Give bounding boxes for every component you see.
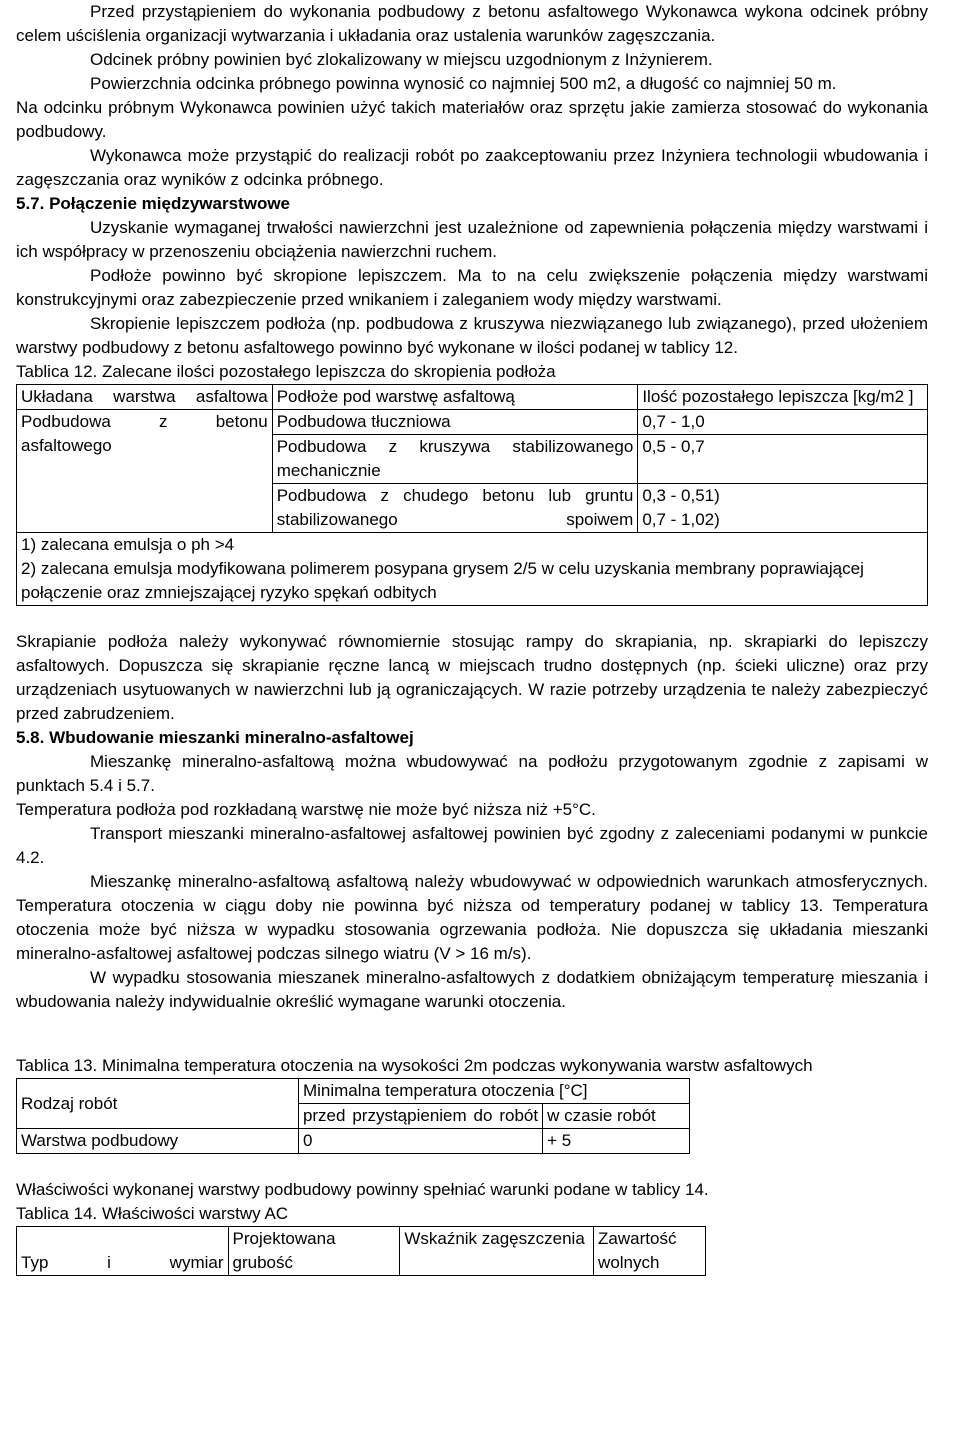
section-heading-5-8: 5.8. Wbudowanie mieszanki mineralno-asfaltowej — [16, 728, 414, 747]
paragraph-trial-location: Odcinek próbny powinien być zlokalizowany w miejscu uzgodnionym z Inżynierem. — [90, 50, 713, 69]
table-header-cell: Minimalna temperatura otoczenia [°C] — [298, 1079, 689, 1104]
table-14 — [16, 1226, 706, 1276]
paragraph-laying-base: Mieszankę mineralno-asfaltową można wbudowywać na podłożu przygotowanym zgodnie z zapisami w punktach 5.4 i 5.7. — [16, 752, 928, 795]
paragraph-table-14-ref: Właściwości wykonanej warstwy podbudowy powinny spełniać warunki podane w tablicy 14. — [16, 1180, 709, 1199]
table-14-caption: Tablica 14. Właściwości warstwy AC — [16, 1204, 289, 1223]
table-header-cell: przed przystąpieniem do robót — [298, 1104, 542, 1129]
paragraph-laying-temperature: Temperatura podłoża pod rozkładaną warstwę nie może być niższa niż +5°C. — [16, 800, 596, 819]
paragraph-bond-spraying: Podłoże powinno być skropione lepiszczem. Ma to na celu zwiększenie połączenia między warstwami konstrukcyjnymi oraz zabezpieczenie przed wnikaniem i zaleganiem wody między warstwami. — [16, 266, 928, 309]
paragraph-bond-durability: Uzyskanie wymaganej trwałości nawierzchni jest uzależnione od zapewnienia połączenia między warstwami i ich współpracy w przenoszeniu obciążenia nawierzchni ruchem. — [16, 218, 928, 261]
table-row-group-label: Podbudowa z betonu asfaltowego — [17, 410, 273, 533]
paragraph-laying-warm-mix: W wypadku stosowania mieszanek mineralno-asfaltowych z dodatkiem obniżającym temperaturę mieszania i wbudowania należy indywidualnie określić wymagane warunki otoczenia. — [16, 968, 928, 1011]
spacer — [16, 1154, 928, 1178]
table-row — [17, 385, 928, 410]
table-note: 2) zalecana emulsja modyfikowana polimerem posypana grysem 2/5 w celu uzyskania membrany poprawiającej połączenie oraz zmniejszającej ryzyko spękań odbitych — [21, 559, 864, 602]
paragraph-trial-section: Przed przystąpieniem do wykonania podbudowy z betonu asfaltowego Wykonawca wykona odcinek próbny celem uściślenia organizacji wytwarzania i układania oraz ustalenia warunków zagęszczania. — [16, 2, 928, 45]
table-cell: 0 — [298, 1129, 542, 1154]
table-cell: + 5 — [543, 1129, 690, 1154]
table-header-cell: w czasie robót — [543, 1104, 690, 1129]
table-header-cell: Ilość pozostałego lepiszcza [kg/m2 ] — [638, 385, 928, 410]
paragraph-trial-area: Powierzchnia odcinka próbnego powinna wynosić co najmniej 500 m2, a długość co najmniej 50 m. — [90, 74, 837, 93]
table-header-cell: Typ i wymiar — [17, 1227, 229, 1276]
table-cell: 0,5 - 0,7 — [638, 435, 928, 484]
table-cell: 0,7 - 1,0 — [638, 410, 928, 435]
document-page — [16, 0, 928, 1276]
table-cell-line: 0,7 - 1,02) — [642, 510, 720, 529]
table-12 — [16, 384, 928, 606]
table-header-cell: Podłoże pod warstwę asfaltową — [272, 385, 638, 410]
section-heading-5-7: 5.7. Połączenie międzywarstwowe — [16, 194, 291, 213]
table-13 — [16, 1078, 690, 1154]
table-row — [17, 1129, 690, 1154]
table-note: 1) zalecana emulsja o ph >4 — [21, 535, 235, 554]
table-row — [17, 1227, 706, 1276]
table-12-caption: Tablica 12. Zalecane ilości pozostałego lepiszcza do skropienia podłoża — [16, 362, 556, 381]
paragraph-trial-materials: Na odcinku próbnym Wykonawca powinien użyć takich materiałów oraz sprzętu jakie zamierza stosować do wykonania podbudowy. — [16, 98, 928, 141]
table-cell-line: 0,3 - 0,51) — [642, 486, 720, 505]
table-cell: Podbudowa z chudego betonu lub gruntu stabilizowanego spoiwem — [272, 484, 638, 533]
table-notes-cell — [17, 533, 928, 606]
table-row — [17, 410, 928, 435]
spacer — [16, 1014, 928, 1054]
table-row — [17, 533, 928, 606]
table-cell: Podbudowa tłuczniowa — [272, 410, 638, 435]
table-row — [17, 1079, 690, 1104]
paragraph-laying-weather: Mieszankę mineralno-asfaltową asfaltową należy wbudowywać w odpowiednich warunkach atmosferycznych. Temperatura otoczenia w ciągu doby nie powinna być niższa od temperatury podanej w tablicy 13. Temperatura otoczenia może być niższa w wypadku stosowania ogrzewania podłoża. Nie dopuszcza się układania mieszanki mineralno-asfaltowej asfaltowej podczas silnego wiatru (V > 16 m/s). — [16, 872, 928, 963]
paragraph-bond-amount: Skropienie lepiszczem podłoża (np. podbudowa z kruszywa niezwiązanego lub związanego), przed ułożeniem warstwy podbudowy z betonu asfaltowego powinno być wykonane w ilości podanej w tablicy 12. — [16, 314, 928, 357]
table-header-cell: Układana warstwa asfaltowa — [17, 385, 273, 410]
table-cell: Warstwa podbudowy — [17, 1129, 299, 1154]
table-header-cell: Projektowana grubość — [228, 1227, 400, 1276]
paragraph-spray-method: Skrapianie podłoża należy wykonywać równomiernie stosując rampy do skrapiania, np. skrapiarki do lepiszczy asfaltowych. Dopuszcza się skrapianie ręczne lancą w miejscach trudno dostępnych (np. ścieki uliczne) oraz przy urządzeniach usytuowanych w nawierzchni lub ją ograniczających. W razie potrzeby urządzenia te należy zabezpieczyć przed zabrudzeniem. — [16, 632, 928, 723]
table-13-caption: Tablica 13. Minimalna temperatura otoczenia na wysokości 2m podczas wykonywania warstw asfaltowych — [16, 1056, 813, 1075]
table-header-cell: Zawartość wolnych — [594, 1227, 706, 1276]
table-cell — [638, 484, 928, 533]
table-header-cell: Rodzaj robót — [17, 1079, 299, 1129]
paragraph-trial-acceptance: Wykonawca może przystąpić do realizacji robót po zaakceptowaniu przez Inżyniera technologii wbudowania i zagęszczania oraz wyników z odcinka próbnego. — [16, 146, 928, 189]
table-header-cell: Wskaźnik zagęszczenia — [400, 1227, 594, 1276]
paragraph-laying-transport: Transport mieszanki mineralno-asfaltowej asfaltowej powinien być zgodny z zaleceniami podanymi w punkcie 4.2. — [16, 824, 928, 867]
table-cell: Podbudowa z kruszywa stabilizowanego mechanicznie — [272, 435, 638, 484]
spacer — [16, 606, 928, 630]
